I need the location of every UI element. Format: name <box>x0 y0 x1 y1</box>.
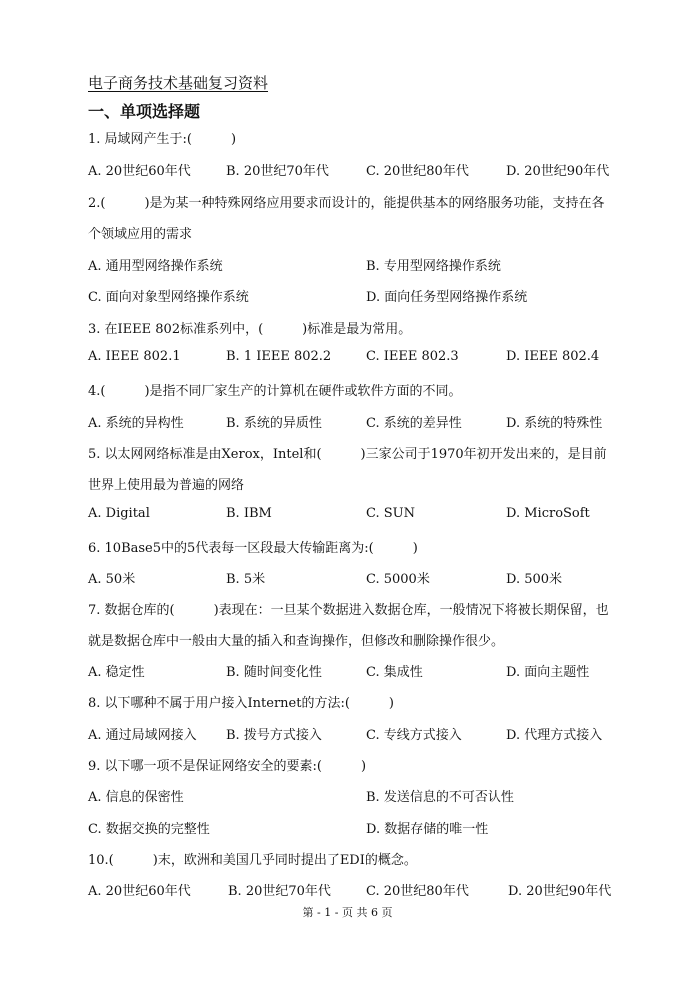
option-b: B. 随时间变化性 <box>226 665 322 680</box>
option-b: B. 1 IEEE 802.2 <box>226 349 332 364</box>
question-8-options <box>88 724 648 742</box>
option-b: B. 专用型网络操作系统 <box>366 259 501 274</box>
option-b: B. IBM <box>226 506 272 521</box>
option-c: C. 集成性 <box>366 665 423 680</box>
question-5-continuation: 世界上使用最为普遍的网络 <box>88 478 245 493</box>
option-c: C. 系统的差异性 <box>366 416 462 431</box>
question-1-options <box>88 160 648 178</box>
option-a: A. Digital <box>88 506 150 521</box>
option-a: A. 稳定性 <box>88 665 145 680</box>
question-7-options <box>88 661 648 679</box>
option-b: B. 20世纪70年代 <box>228 884 331 899</box>
question-6-options <box>88 568 648 586</box>
option-b: B. 5米 <box>226 572 266 587</box>
option-d: D. IEEE 802.4 <box>506 349 600 364</box>
question-6: 6. 10Base5中的5代表每一区段最大传输距离为:( ) <box>88 541 418 556</box>
option-a: A. 通过局域网接入 <box>88 728 197 743</box>
option-a: A. 20世纪60年代 <box>88 884 191 899</box>
question-9-options-row-2 <box>88 818 648 836</box>
option-a: A. 系统的异构性 <box>88 416 184 431</box>
question-3: 3. 在IEEE 802标准系列中，( )标准是最为常用。 <box>88 322 412 337</box>
option-d: D. 数据存储的唯一性 <box>366 822 489 837</box>
option-c: C. 20世纪80年代 <box>366 884 469 899</box>
option-c: C. SUN <box>366 506 415 521</box>
question-2-continuation: 个领域应用的需求 <box>88 227 193 242</box>
option-b: B. 20世纪70年代 <box>226 164 329 179</box>
question-9: 9. 以下哪一项不是保证网络安全的要素:( ) <box>88 759 367 774</box>
option-c: C. 5000米 <box>366 572 430 587</box>
option-c: C. 面向对象型网络操作系统 <box>88 290 249 305</box>
document-title: 电子商务技术基础复习资料 <box>88 74 269 92</box>
option-a: A. 信息的保密性 <box>88 790 184 805</box>
option-d: D. 20世纪90年代 <box>508 884 612 899</box>
question-3-options <box>88 349 648 367</box>
question-2-options-row-1 <box>88 255 648 273</box>
question-4-options <box>88 412 648 430</box>
question-text: 1. 局域网产生于:( ) <box>88 132 237 147</box>
option-d: D. 20世纪90年代 <box>506 164 610 179</box>
question-10-options <box>88 880 648 898</box>
question-7-continuation: 就是数据仓库中一般由大量的插入和查询操作，但修改和删除操作很少。 <box>88 634 505 649</box>
option-b: B. 拨号方式接入 <box>226 728 322 743</box>
option-b: B. 系统的异质性 <box>226 416 322 431</box>
option-d: D. MicroSoft <box>506 506 590 521</box>
question-7: 7. 数据仓库的( )表现在：一旦某个数据进入数据仓库，一般情况下将被长期保留，也 <box>88 603 609 618</box>
question-1 <box>88 128 236 147</box>
option-a: A. 50米 <box>88 572 136 587</box>
section-heading: 一、单项选择题 <box>88 102 201 121</box>
question-9-options-row-1 <box>88 786 648 804</box>
option-d: D. 500米 <box>506 572 563 587</box>
question-10: 10.( )末，欧洲和美国几乎同时提出了EDI的概念。 <box>88 853 417 868</box>
question-8: 8. 以下哪种不属于用户接入Internet的方法:( ) <box>88 696 394 711</box>
option-c: C. 数据交换的完整性 <box>88 822 210 837</box>
option-c: C. IEEE 802.3 <box>366 349 459 364</box>
option-d: D. 系统的特殊性 <box>506 416 603 431</box>
question-5-options <box>88 506 648 524</box>
option-d: D. 面向任务型网络操作系统 <box>366 290 528 305</box>
question-5: 5. 以太网网络标准是由Xerox，Intel和( )三家公司于1970年初开发出来的，是目前 <box>88 447 607 462</box>
option-b: B. 发送信息的不可否认性 <box>366 790 514 805</box>
option-a: A. 通用型网络操作系统 <box>88 259 223 274</box>
option-d: D. 面向主题性 <box>506 665 590 680</box>
option-a: A. IEEE 802.1 <box>88 349 181 364</box>
question-2: 2.( )是为某一种特殊网络应用要求而设计的，能提供基本的网络服务功能，支持在各 <box>88 196 605 211</box>
option-a: A. 20世纪60年代 <box>88 164 191 179</box>
option-c: C. 20世纪80年代 <box>366 164 469 179</box>
option-d: D. 代理方式接入 <box>506 728 603 743</box>
page-footer: 第 - 1 - 页 共 6 页 <box>302 906 393 919</box>
question-2-options-row-2 <box>88 286 648 304</box>
question-4: 4.( )是指不同厂家生产的计算机在硬件或软件方面的不同。 <box>88 384 462 399</box>
option-c: C. 专线方式接入 <box>366 728 462 743</box>
